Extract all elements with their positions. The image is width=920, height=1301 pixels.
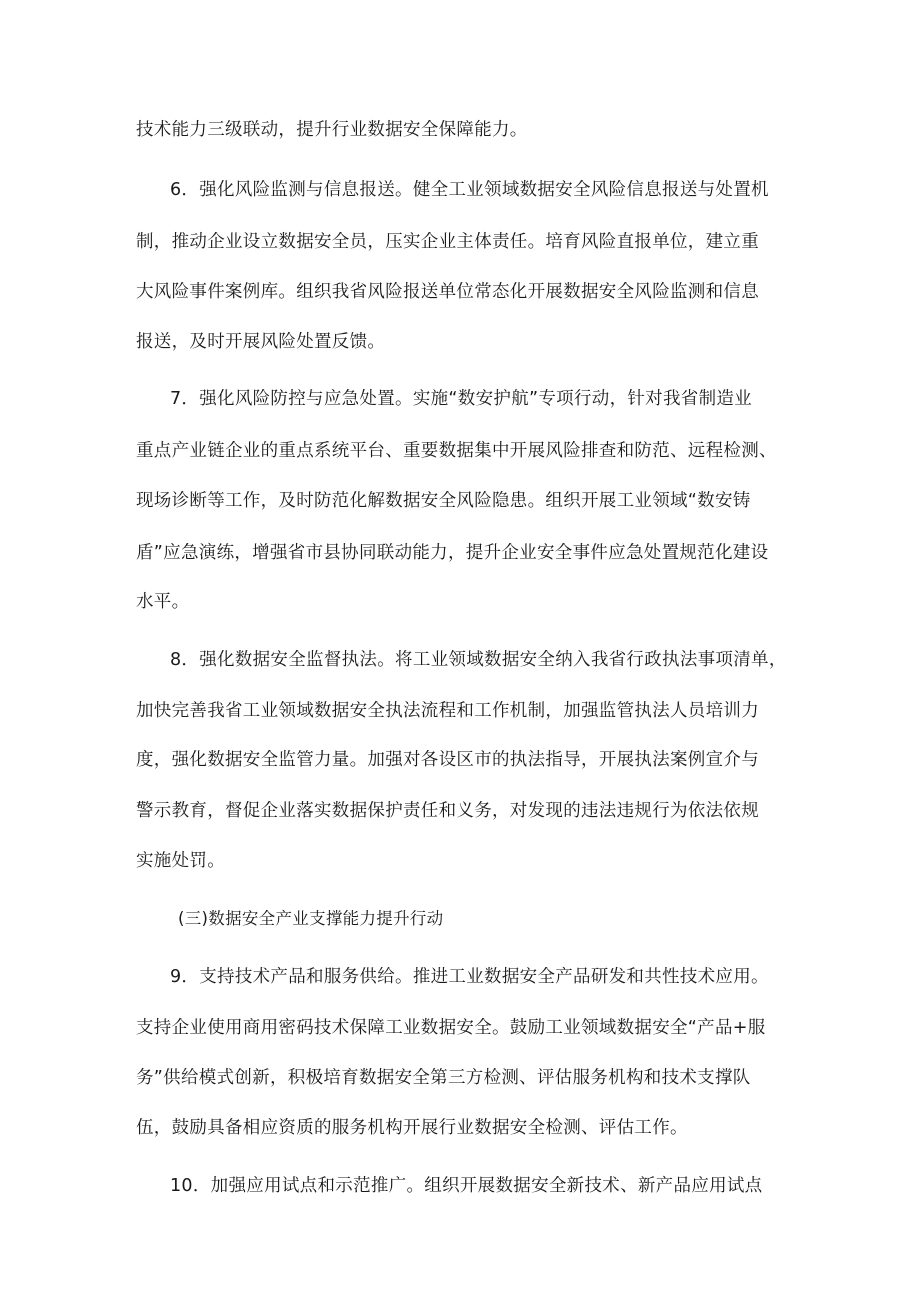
text-line: 警示教育，督促企业落实数据保护责任和义务，对发现的违法违规行为依法依规	[136, 801, 759, 821]
section-heading: (三)数据安全产业支撑能力提升行动	[178, 909, 444, 928]
text-line: 加快完善我省工业领域数据安全执法流程和工作机制，加强监管执法人员培训力	[136, 701, 759, 721]
text-line: 技术能力三级联动，提升行业数据安全保障能力。	[136, 120, 528, 140]
text-line: 重点产业链企业的重点系统平台、重要数据集中开展风险排查和防范、远程检测、	[136, 441, 777, 461]
text-line: 务”供给模式创新，积极培育数据安全第三方检测、评估服务机构和技术支撑队	[136, 1068, 751, 1088]
text-line: 水平。	[136, 592, 190, 612]
paragraph-7-first-line: 7．强化风险防控与应急处置。实施“数安护航”专项行动，针对我省制造业	[170, 389, 752, 409]
text-line: 实施处罚。	[136, 851, 225, 871]
text-line: 报送，及时开展风险处置反馈。	[136, 332, 386, 352]
text-line: 盾”应急演练，增强省市县协同联动能力，提升企业安全事件应急处置规范化建设	[136, 543, 769, 563]
paragraph-8-first-line: 8．强化数据安全监督执法。将工业领域数据安全纳入我省行政执法事项清单，	[170, 650, 787, 670]
text-line: 伍，鼓励具备相应资质的服务机构开展行业数据安全检测、评估工作。	[136, 1118, 688, 1138]
paragraph-10-first-line: 10．加强应用试点和示范推广。组织开展数据安全新技术、新产品应用试点	[170, 1176, 763, 1196]
text-line: 大风险事件案例库。组织我省风险报送单位常态化开展数据安全风险监测和信息	[136, 282, 759, 302]
text-line: 现场诊断等工作，及时防范化解数据安全风险隐患。组织开展工业领域“数安铸	[136, 491, 751, 511]
text-line: 度，强化数据安全监管力量。加强对各设区市的执法指导，开展执法案例宣介与	[136, 750, 759, 770]
text-line: 制，推动企业设立数据安全员，压实企业主体责任。培育风险直报单位，建立重	[136, 232, 759, 252]
text-line: 支持企业使用商用密码技术保障工业数据安全。鼓励工业领域数据安全“产品+服	[136, 1018, 766, 1038]
paragraph-6-first-line: 6．强化风险监测与信息报送。健全工业领域数据安全风险信息报送与处置机	[170, 180, 769, 200]
paragraph-9-first-line: 9．支持技术产品和服务供给。推进工业数据安全产品研发和共性技术应用。	[170, 967, 769, 987]
